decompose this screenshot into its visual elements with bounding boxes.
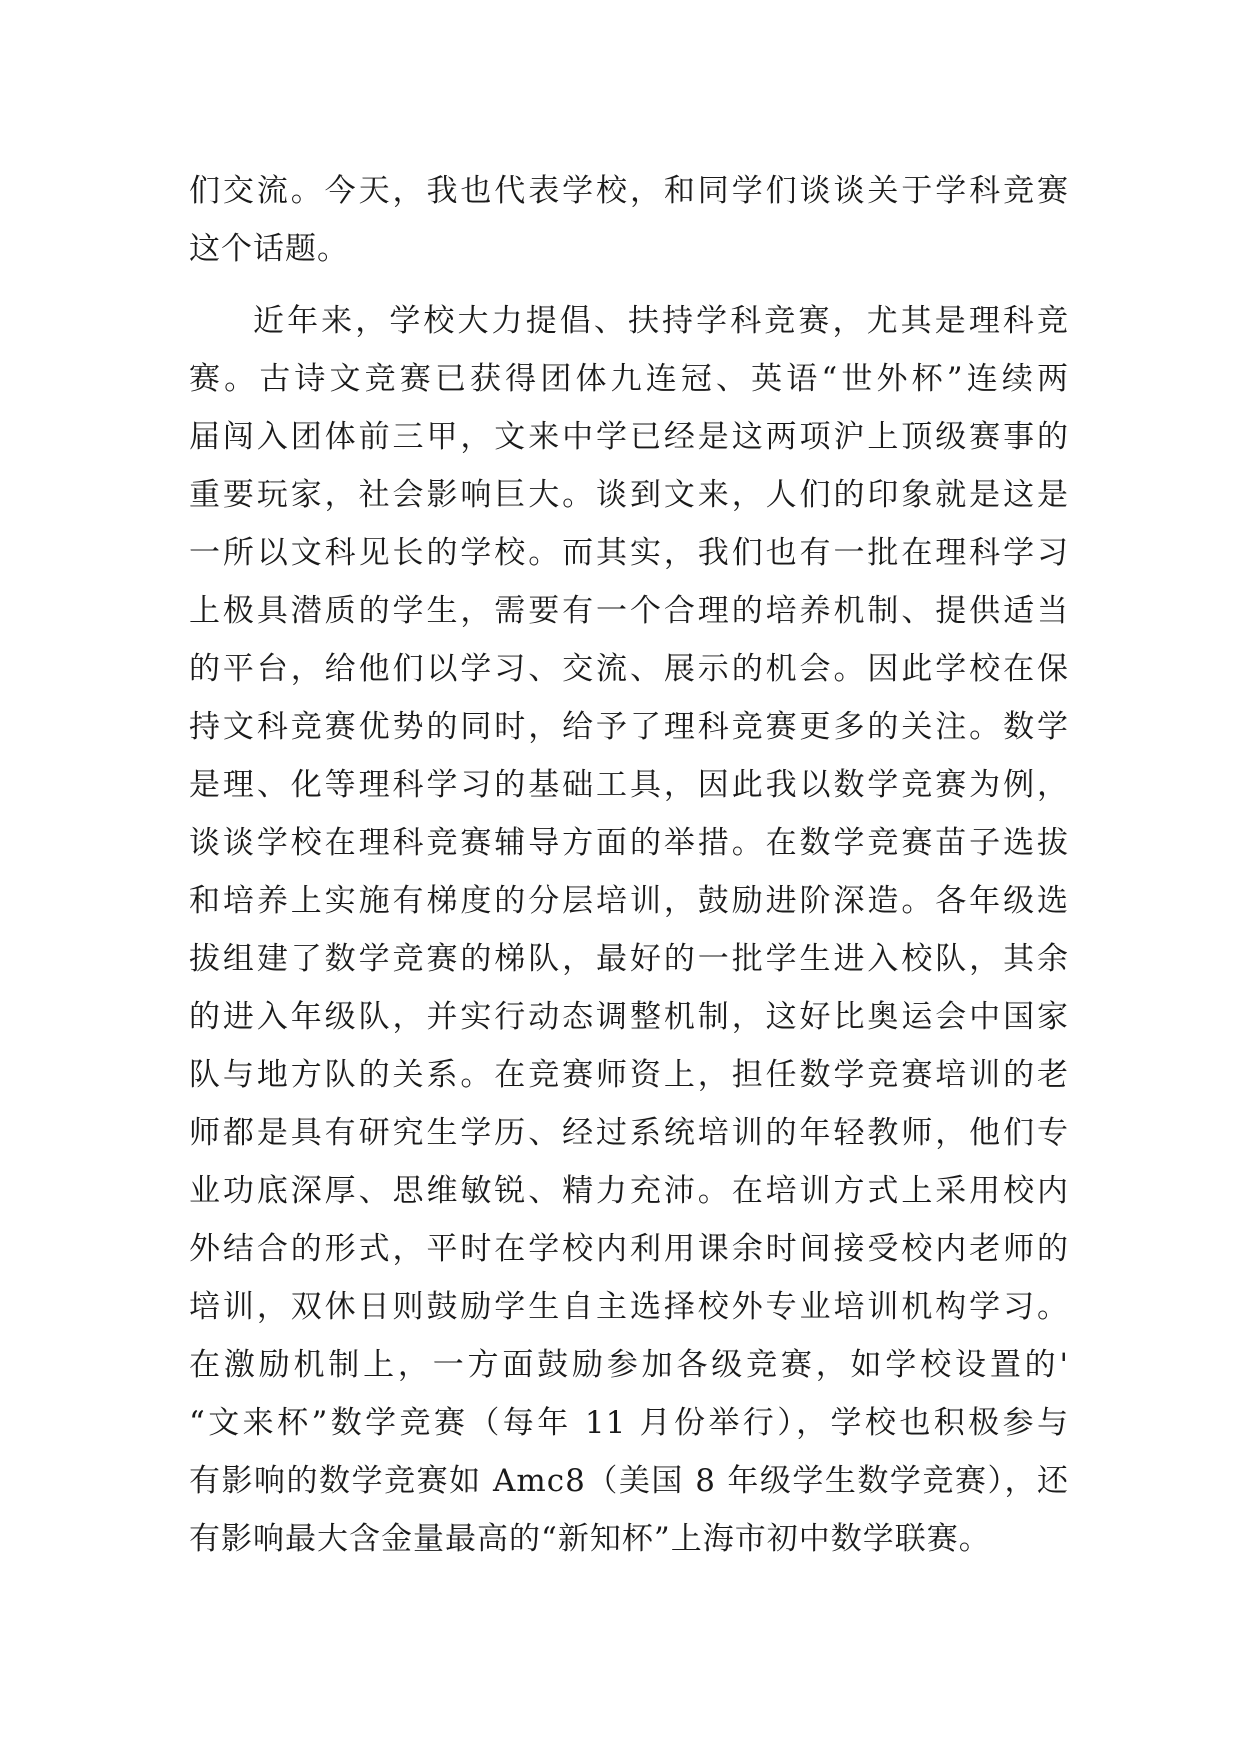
text-line: 届闯入团体前三甲，文来中学已经是这两项沪上顶级赛事的 — [189, 419, 1069, 455]
text-line: 持文科竞赛优势的同时，给予了理科竞赛更多的关注。数学 — [189, 709, 1069, 745]
text-line: 这个话题。 — [189, 231, 349, 267]
text-line: 的平台，给他们以学习、交流、展示的机会。因此学校在保 — [189, 651, 1069, 687]
text-line: 谈谈学校在理科竞赛辅导方面的举措。在数学竞赛苗子选拔 — [189, 825, 1069, 861]
paragraph-gap — [189, 278, 1069, 292]
text-line: 业功底深厚、思维敏锐、精力充沛。在培训方式上采用校内 — [189, 1173, 1069, 1209]
text-line: 在激励机制上，一方面鼓励参加各级竞赛，如学校设置的' — [189, 1347, 1069, 1383]
text-line: 是理、化等理科学习的基础工具，因此我以数学竞赛为例， — [189, 767, 1069, 803]
text-line: 有影响的数学竞赛如 Amc8（美国 8 年级学生数学竞赛），还 — [189, 1463, 1069, 1499]
text-line: 的进入年级队，并实行动态调整机制，这好比奥运会中国家 — [189, 999, 1069, 1035]
text-line: 有影响最大含金量最高的“新知杯”上海市初中数学联赛。 — [189, 1521, 991, 1557]
text-line: 一所以文科见长的学校。而其实，我们也有一批在理科学习 — [189, 535, 1069, 571]
text-line: 们交流。今天，我也代表学校，和同学们谈谈关于学科竞赛 — [189, 173, 1069, 209]
text-line: 队与地方队的关系。在竞赛师资上，担任数学竞赛培训的老 — [189, 1057, 1069, 1093]
paragraph-2 — [189, 292, 1069, 1568]
text-line: 外结合的形式，平时在学校内利用课余时间接受校内老师的 — [189, 1231, 1069, 1267]
text-line: 培训，双休日则鼓励学生自主选择校外专业培训机构学习。 — [189, 1289, 1069, 1325]
text-line: “文来杯”数学竞赛（每年 11 月份举行），学校也积极参与 — [189, 1405, 1069, 1441]
text-line: 和培养上实施有梯度的分层培训，鼓励进阶深造。各年级选 — [189, 883, 1069, 919]
text-line: 拔组建了数学竞赛的梯队，最好的一批学生进入校队，其余 — [189, 941, 1069, 977]
text-line: 近年来，学校大力提倡、扶持学科竞赛，尤其是理科竞 — [253, 303, 1069, 339]
body-text — [189, 162, 1069, 1568]
paragraph-1 — [189, 162, 1069, 278]
text-line: 赛。古诗文竞赛已获得团体九连冠、英语“世外杯”连续两 — [189, 361, 1069, 397]
text-line: 重要玩家，社会影响巨大。谈到文来，人们的印象就是这是 — [189, 477, 1069, 513]
text-line: 上极具潜质的学生，需要有一个合理的培养机制、提供适当 — [189, 593, 1069, 629]
text-line: 师都是具有研究生学历、经过系统培训的年轻教师，他们专 — [189, 1115, 1069, 1151]
